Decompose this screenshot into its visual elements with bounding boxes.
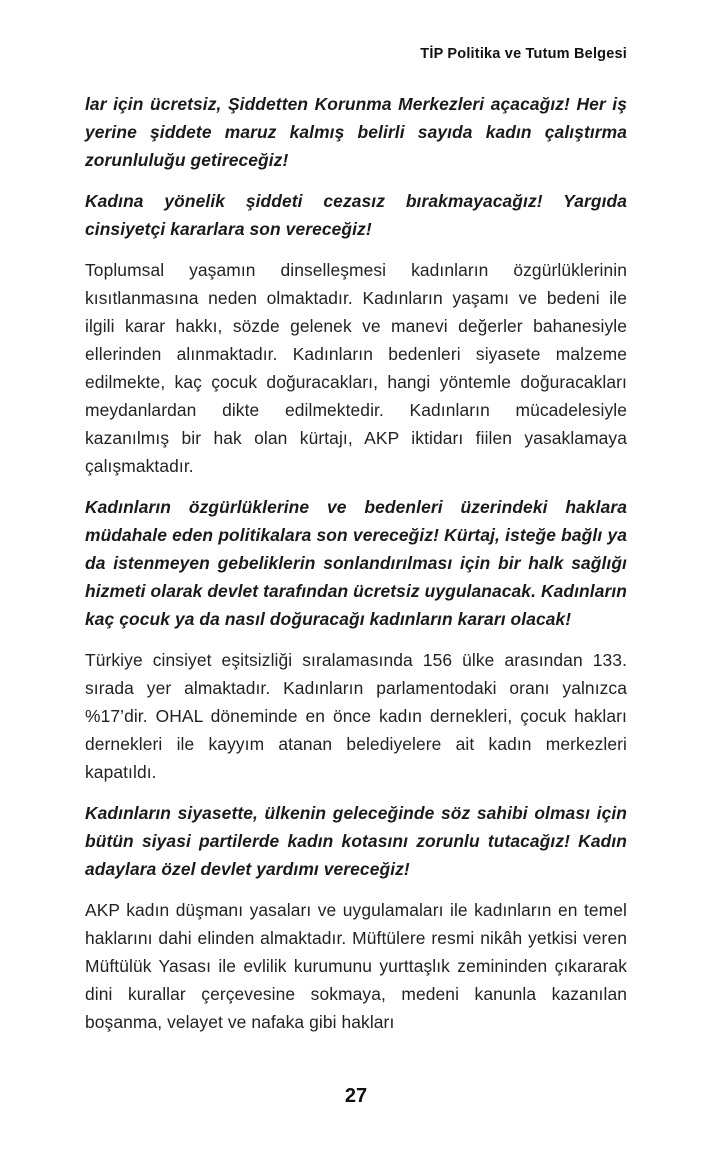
page-header bbox=[85, 46, 627, 62]
body-paragraph: AKP kadın düşmanı yasaları ve uygulamaları ile kadınların en temel haklarını dahi elinden almaktadır. Müftülere resmi nikâh yetkisi veren Müftülük Yasası ile evlilik kurumunu yurttaşlık zemininden çıkararak dini kurallar çerçevesine sokmaya, medeni kanunla kazanılan boşanma, velayet ve nafaka gibi hakları bbox=[85, 900, 627, 1032]
page-footer bbox=[85, 1079, 627, 1152]
pledge-paragraph: Kadınların siyasette, ülkenin geleceğinde söz sahibi olması için bütün siyasi partilerde kadın kotasını zorunlu tutacağız! Kadın adaylara özel devlet yardımı vereceğiz! bbox=[85, 803, 627, 879]
page-number: 27 bbox=[344, 1085, 368, 1107]
pledge-paragraph: Kadına yönelik şiddeti cezasız bırakmayacağız! Yargıda cinsiyetçi kararlara son vereceğiz! bbox=[85, 191, 627, 239]
pledge-paragraph: lar için ücretsiz, Şiddetten Korunma Merkezleri açacağız! Her iş yerine şiddete maruz kalmış belirli sayıda kadın çalıştırma zorunluluğu getireceğiz! bbox=[85, 94, 627, 170]
pledge-paragraph: Kadınların özgürlüklerine ve bedenleri üzerindeki haklara müdahale eden politikalara son vereceğiz! Kürtaj, isteğe bağlı ya da istenmeyen gebeliklerin sonlandırılması için bir halk sağlığı hizmeti olarak devlet tarafından ücretsiz uygulanacak. Kadınların kaç çocuk ya da nasıl doğuracağı kadınların kararı olacak! bbox=[85, 497, 627, 629]
running-header-title: TİP Politika ve Tutum Belgesi bbox=[420, 46, 627, 62]
page-body bbox=[85, 90, 627, 1079]
body-paragraph: Türkiye cinsiyet eşitsizliği sıralamasında 156 ülke arasından 133. sırada yer almaktadır. Kadınların parlamentodaki oranı yalnızca %17’dir. OHAL döneminde en önce kadın dernekleri, çocuk hakları dernekleri ile kayyım atanan belediyelere ait kadın merkezleri kapatıldı. bbox=[85, 650, 627, 782]
body-paragraph: Toplumsal yaşamın dinselleşmesi kadınların özgürlüklerinin kısıtlanmasına neden olmaktadır. Kadınların yaşamı ve bedeni ile ilgili karar hakkı, sözde gelenek ve manevi değerler bahanesiyle ellerinden alınmaktadır. Kadınların bedenleri siyasete malzeme edilmekte, kaç çocuk doğuracakları, hangi yöntemle doğuracakları meydanlardan dikte edilmektedir. Kadınların mücadelesiyle kazanılmış bir hak olan kürtajı, AKP iktidarı fiilen yasaklamaya çalışmaktadır. bbox=[85, 260, 627, 476]
